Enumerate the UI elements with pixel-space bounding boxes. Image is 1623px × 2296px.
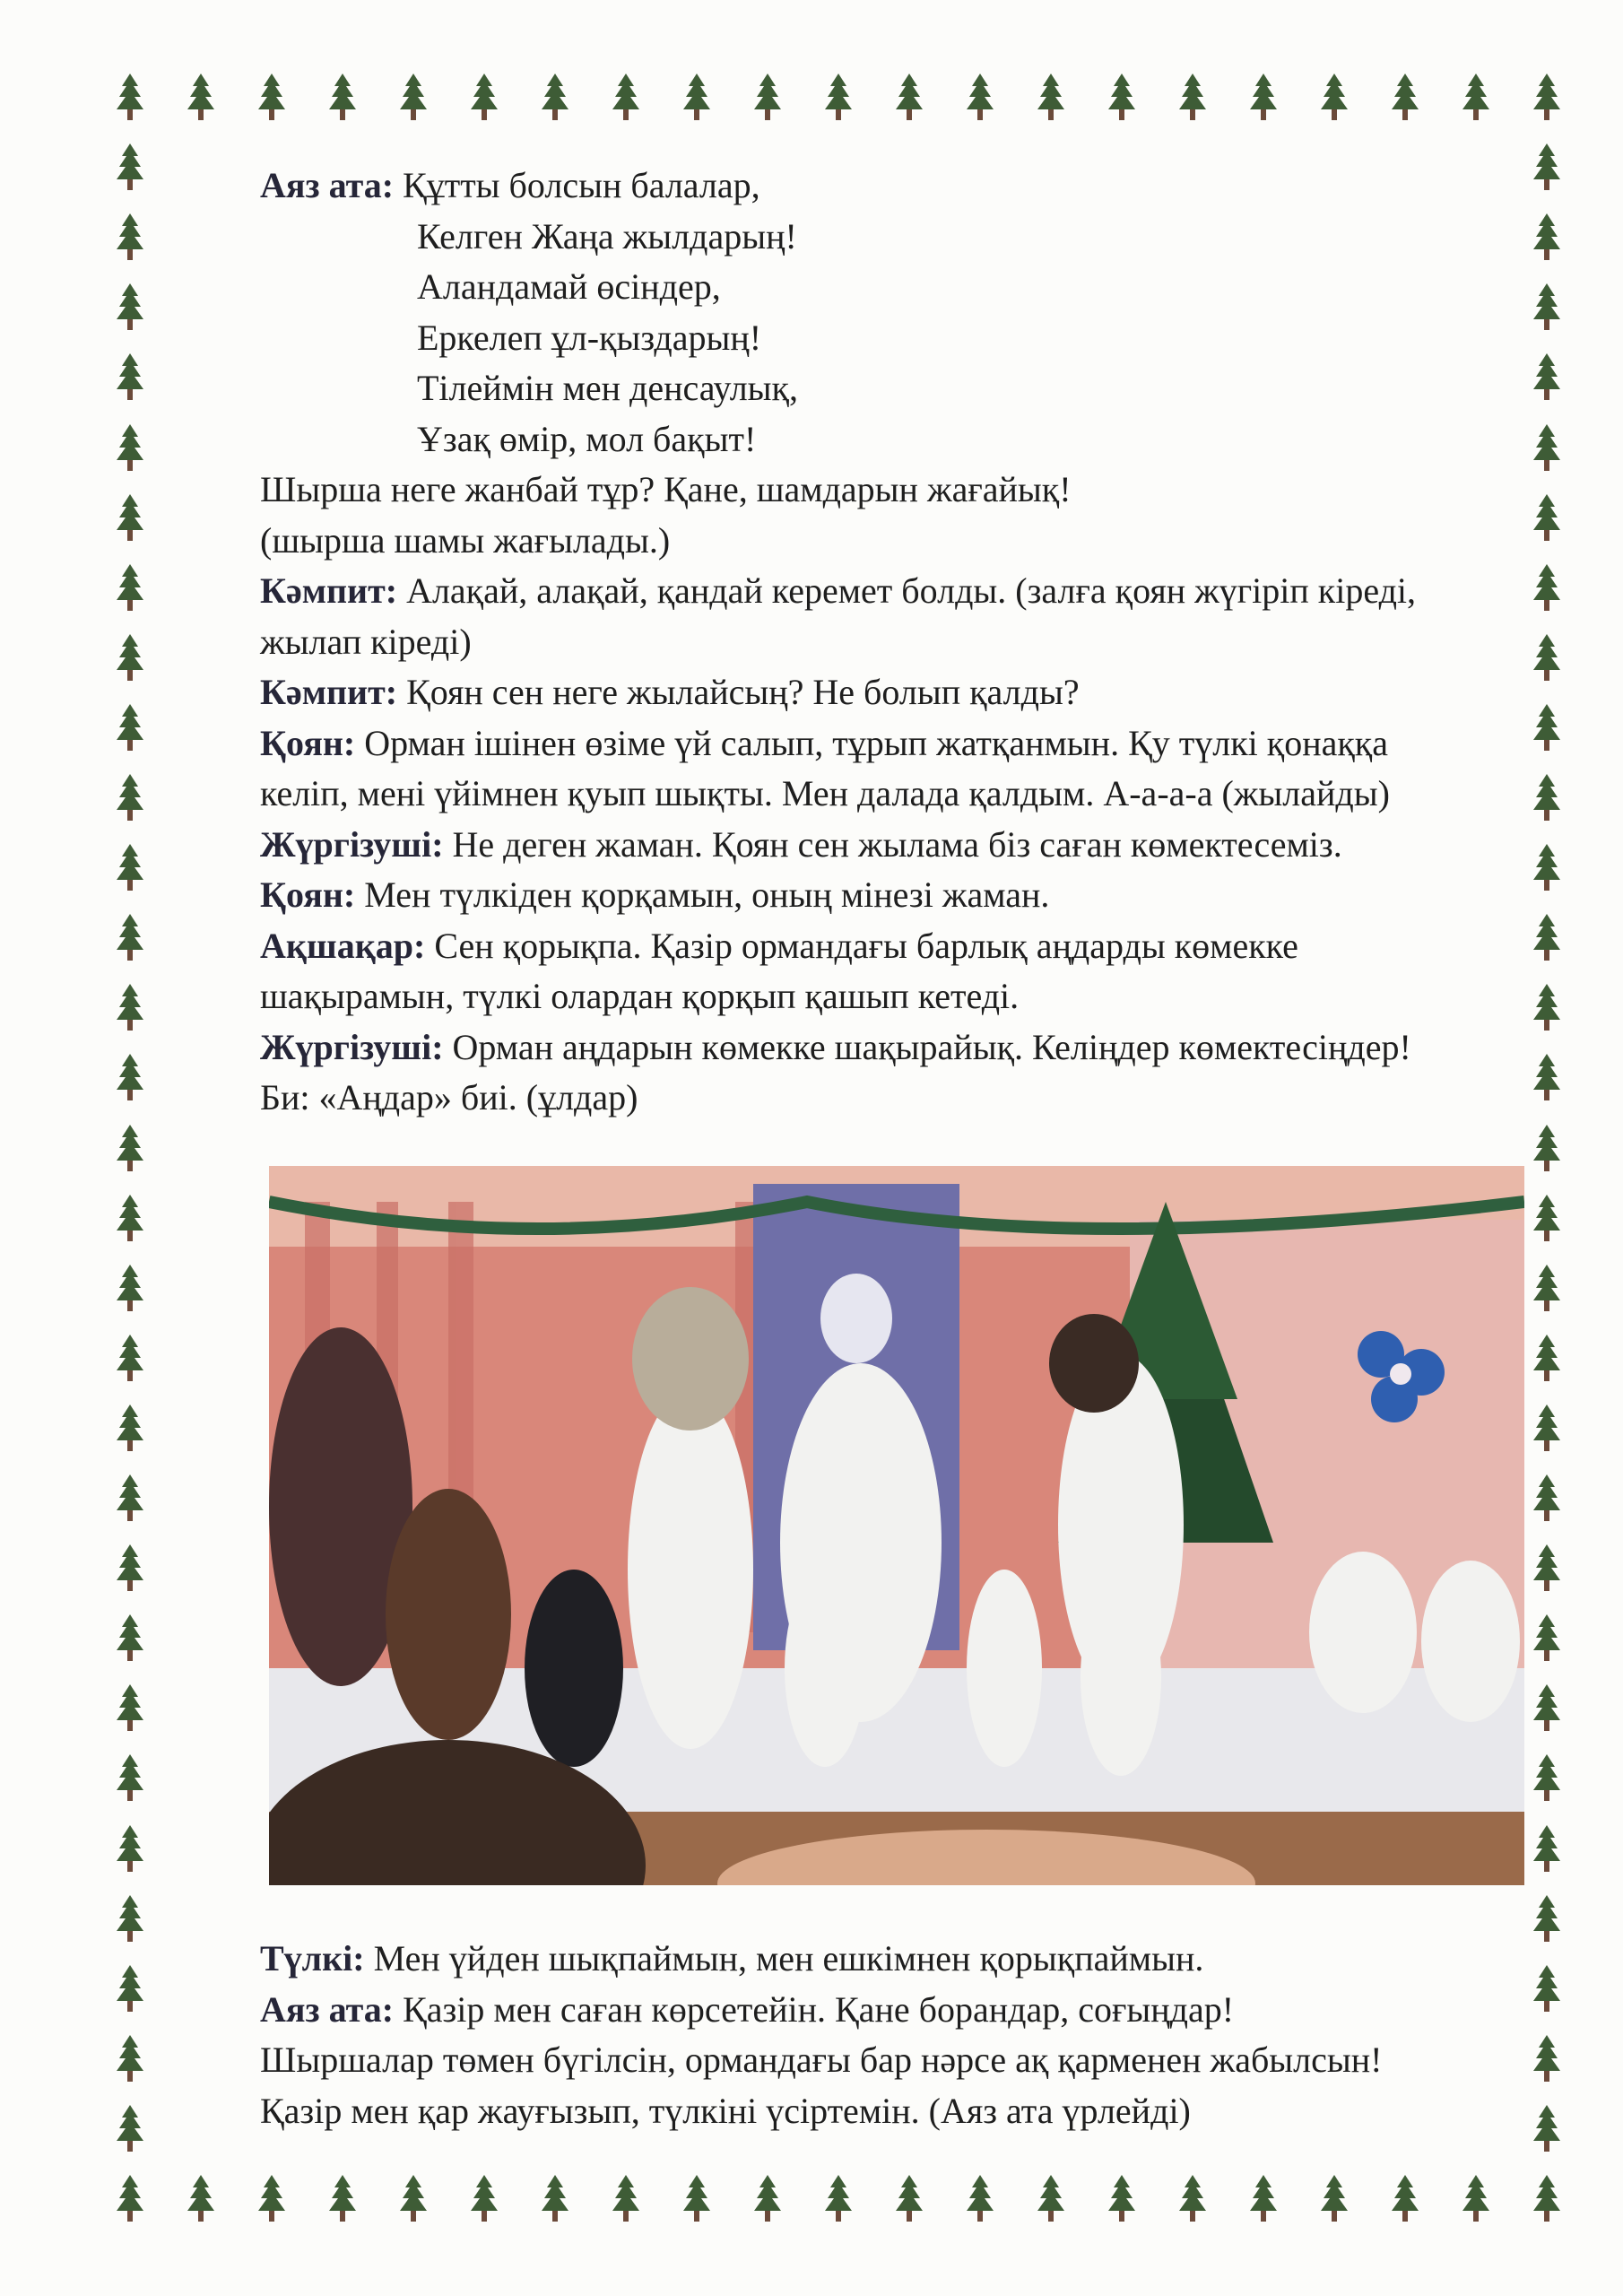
fir-tree-icon xyxy=(1532,1895,1562,1947)
fir-tree-icon xyxy=(115,1335,145,1387)
poem-line xyxy=(260,363,1515,414)
fir-tree-icon xyxy=(115,1614,145,1666)
fir-tree-icon xyxy=(1532,424,1562,476)
fir-tree-icon xyxy=(1532,1474,1562,1526)
fir-tree-icon xyxy=(894,2175,924,2227)
fir-tree-icon xyxy=(1532,74,1562,126)
poem-line xyxy=(260,414,1515,465)
speaker-label: Аяз ата: xyxy=(260,1988,395,2030)
text-line xyxy=(260,465,1515,516)
fir-tree-icon xyxy=(115,1684,145,1736)
fir-tree-icon xyxy=(1532,774,1562,826)
fir-tree-icon xyxy=(1532,1614,1562,1666)
fir-tree-icon xyxy=(965,74,995,126)
fir-tree-icon xyxy=(1532,1825,1562,1877)
fir-tree-icon xyxy=(1107,74,1137,126)
line-text: Еркелеп ұл-қыздарың! xyxy=(417,317,762,358)
fir-tree-icon xyxy=(115,1265,145,1317)
fir-tree-icon xyxy=(186,2175,216,2227)
fir-tree-icon xyxy=(752,74,783,126)
fir-tree-icon xyxy=(115,1895,145,1947)
line-text: Орман ішінен өзіме үй салып, тұрып жатқанмын. Қу түлкі қонаққа xyxy=(355,722,1388,763)
photo-illustration xyxy=(269,1166,1524,1885)
fir-tree-icon xyxy=(115,1965,145,2017)
fir-tree-icon xyxy=(1532,984,1562,1036)
speaker-label: Түлкі: xyxy=(260,1938,365,1979)
fir-tree-icon xyxy=(1532,1054,1562,1106)
fir-tree-icon xyxy=(327,74,358,126)
text-line xyxy=(260,1022,1515,1074)
line-text: Қазір мен қар жауғызып, түлкіні үсіртемін. (Аяз ата үрлейді) xyxy=(260,2090,1191,2131)
script-text-top xyxy=(260,161,1515,1124)
fir-tree-icon xyxy=(1107,2175,1137,2227)
fir-tree-icon xyxy=(115,353,145,405)
fir-tree-icon xyxy=(1036,74,1066,126)
fir-tree-icon xyxy=(115,74,145,126)
fir-tree-icon xyxy=(1319,2175,1350,2227)
fir-tree-icon xyxy=(1532,2105,1562,2157)
fir-tree-icon xyxy=(1248,74,1279,126)
line-text: Алақай, алақай, қандай керемет болды. (залға қоян жүгіріп кіреді, xyxy=(397,570,1417,611)
text-line xyxy=(260,161,1515,212)
fir-tree-icon xyxy=(1532,2035,1562,2087)
stage-direction xyxy=(260,516,1515,567)
line-text: Сен қорықпа. Қазір ормандағы барлық аңдарды көмекке xyxy=(425,925,1298,966)
fir-tree-icon xyxy=(115,2035,145,2087)
text-line xyxy=(260,718,1515,770)
fir-tree-icon xyxy=(115,984,145,1036)
text-line xyxy=(260,667,1515,718)
fir-tree-icon xyxy=(398,2175,429,2227)
fir-tree-icon xyxy=(327,2175,358,2227)
fir-tree-icon xyxy=(681,2175,712,2227)
text-line xyxy=(260,2035,1515,2086)
line-text: Мен үйден шықпаймын, мен ешкімнен қорықпаймын. xyxy=(364,1938,1204,1979)
fir-tree-icon xyxy=(1532,704,1562,756)
fir-tree-icon xyxy=(1532,1754,1562,1806)
fir-tree-icon xyxy=(1532,1405,1562,1457)
fir-tree-icon xyxy=(115,2105,145,2157)
fir-tree-icon xyxy=(1319,74,1350,126)
fir-tree-icon xyxy=(115,424,145,476)
speaker-label: Жүргізуші: xyxy=(260,823,444,865)
fir-tree-icon xyxy=(1532,1684,1562,1736)
fir-tree-icon xyxy=(115,774,145,826)
line-text: Құтты болсын балалар, xyxy=(394,165,760,205)
line-text: Қоян сен неге жылайсың? Не болып қалды? xyxy=(397,672,1080,712)
fir-tree-icon xyxy=(115,494,145,546)
fir-tree-icon xyxy=(1532,1195,1562,1247)
fir-tree-icon xyxy=(1177,2175,1208,2227)
fir-tree-icon xyxy=(1532,1335,1562,1387)
text-line xyxy=(260,2086,1515,2137)
fir-tree-icon xyxy=(256,74,287,126)
line-text: Шыршалар төмен бүгілсін, ормандағы бар нәрсе ақ қарменен жабылсын! xyxy=(260,2039,1383,2080)
speaker-label: Қоян: xyxy=(260,874,356,915)
text-line xyxy=(260,1073,1515,1124)
fir-tree-icon xyxy=(115,1544,145,1596)
poem-line xyxy=(260,262,1515,313)
fir-tree-icon xyxy=(469,74,499,126)
fir-tree-icon xyxy=(681,74,712,126)
text-line xyxy=(260,617,1515,668)
fir-tree-icon xyxy=(1532,634,1562,686)
line-text: келіп, мені үйімнен қуып шықты. Мен далада қалдым. А-а-а-а (жылайды) xyxy=(260,773,1390,813)
text-line xyxy=(260,921,1515,972)
fir-tree-icon xyxy=(115,1754,145,1806)
line-text: Қазір мен саған көрсетейін. Қане борандар, соғыңдар! xyxy=(394,1988,1235,2030)
text-line xyxy=(260,820,1515,871)
fir-tree-icon xyxy=(823,2175,854,2227)
fir-tree-icon xyxy=(823,74,854,126)
fir-tree-icon xyxy=(1248,2175,1279,2227)
fir-tree-icon xyxy=(115,213,145,265)
fir-tree-icon xyxy=(1461,2175,1491,2227)
speaker-label: Кәмпит: xyxy=(260,570,398,611)
fir-tree-icon xyxy=(1532,353,1562,405)
fir-tree-icon xyxy=(1532,564,1562,616)
fir-tree-icon xyxy=(115,1195,145,1247)
fir-tree-icon xyxy=(115,704,145,756)
speaker-label: Жүргізуші: xyxy=(260,1026,444,1067)
fir-tree-icon xyxy=(115,914,145,966)
line-text: (шырша шамы жағылады.) xyxy=(260,519,671,561)
fir-tree-icon xyxy=(115,564,145,616)
text-line xyxy=(260,1934,1515,1985)
line-text: Шырша неге жанбай тұр? Қане, шамдарын жағайық! xyxy=(260,469,1072,509)
fir-tree-icon xyxy=(540,74,570,126)
fir-tree-icon xyxy=(1532,1265,1562,1317)
fir-tree-icon xyxy=(398,74,429,126)
fir-tree-icon xyxy=(611,74,641,126)
fir-tree-icon xyxy=(115,1405,145,1457)
text-line xyxy=(260,971,1515,1022)
poem-line xyxy=(260,212,1515,263)
line-text: Келген Жаңа жылдарың! xyxy=(417,215,797,257)
line-text: Ұзақ өмір, мол бақыт! xyxy=(417,418,757,459)
line-text: Тілеймін мен денсаулық, xyxy=(417,368,798,408)
fir-tree-icon xyxy=(115,1825,145,1877)
fir-tree-icon xyxy=(1532,494,1562,546)
text-line xyxy=(260,769,1515,820)
fir-tree-icon xyxy=(1532,213,1562,265)
line-text: Мен түлкіден қорқамын, оның мінезі жаман. xyxy=(355,874,1050,915)
line-text: Не деген жаман. Қоян сен жылама біз саған көмектесеміз. xyxy=(443,823,1342,865)
fir-tree-icon xyxy=(115,1474,145,1526)
fir-tree-icon xyxy=(1532,1965,1562,2017)
fir-tree-icon xyxy=(965,2175,995,2227)
fir-tree-icon xyxy=(115,844,145,896)
text-line xyxy=(260,1985,1515,2036)
fir-tree-icon xyxy=(1532,2175,1562,2227)
poem-line xyxy=(260,313,1515,364)
line-text: жылап кіреді) xyxy=(260,621,472,662)
speaker-label: Кәмпит: xyxy=(260,672,398,712)
fir-tree-icon xyxy=(186,74,216,126)
fir-tree-icon xyxy=(1461,74,1491,126)
fir-tree-icon xyxy=(115,1125,145,1177)
performance-photo xyxy=(269,1166,1524,1885)
script-text-bottom xyxy=(260,1934,1515,2136)
fir-tree-icon xyxy=(540,2175,570,2227)
speaker-label: Қоян: xyxy=(260,722,356,763)
fir-tree-icon xyxy=(469,2175,499,2227)
fir-tree-icon xyxy=(611,2175,641,2227)
fir-tree-icon xyxy=(1532,844,1562,896)
fir-tree-icon xyxy=(1532,914,1562,966)
fir-tree-icon xyxy=(115,1054,145,1106)
line-text: Орман аңдарын көмекке шақырайық. Келіңдер көмектесіңдер! xyxy=(443,1026,1411,1067)
fir-tree-icon xyxy=(1390,2175,1420,2227)
line-text: Би: «Аңдар» биі. (ұлдар) xyxy=(260,1077,638,1118)
fir-tree-icon xyxy=(894,74,924,126)
fir-tree-icon xyxy=(1390,74,1420,126)
text-line xyxy=(260,870,1515,921)
fir-tree-icon xyxy=(115,634,145,686)
fir-tree-icon xyxy=(115,283,145,335)
speaker-label: Ақшақар: xyxy=(260,925,426,966)
fir-tree-icon xyxy=(1532,1125,1562,1177)
fir-tree-icon xyxy=(1532,1544,1562,1596)
fir-tree-icon xyxy=(1532,144,1562,196)
fir-tree-icon xyxy=(256,2175,287,2227)
line-text: шақырамын, түлкі олардан қорқып қашып кетеді. xyxy=(260,976,1020,1016)
text-line xyxy=(260,566,1515,617)
fir-tree-icon xyxy=(1177,74,1208,126)
fir-tree-icon xyxy=(1532,283,1562,335)
line-text: Аландамай өсіндер, xyxy=(417,266,721,307)
fir-tree-icon xyxy=(752,2175,783,2227)
speaker-label: Аяз ата: xyxy=(260,165,395,205)
fir-tree-icon xyxy=(1036,2175,1066,2227)
fir-tree-icon xyxy=(115,144,145,196)
fir-tree-icon xyxy=(115,2175,145,2227)
